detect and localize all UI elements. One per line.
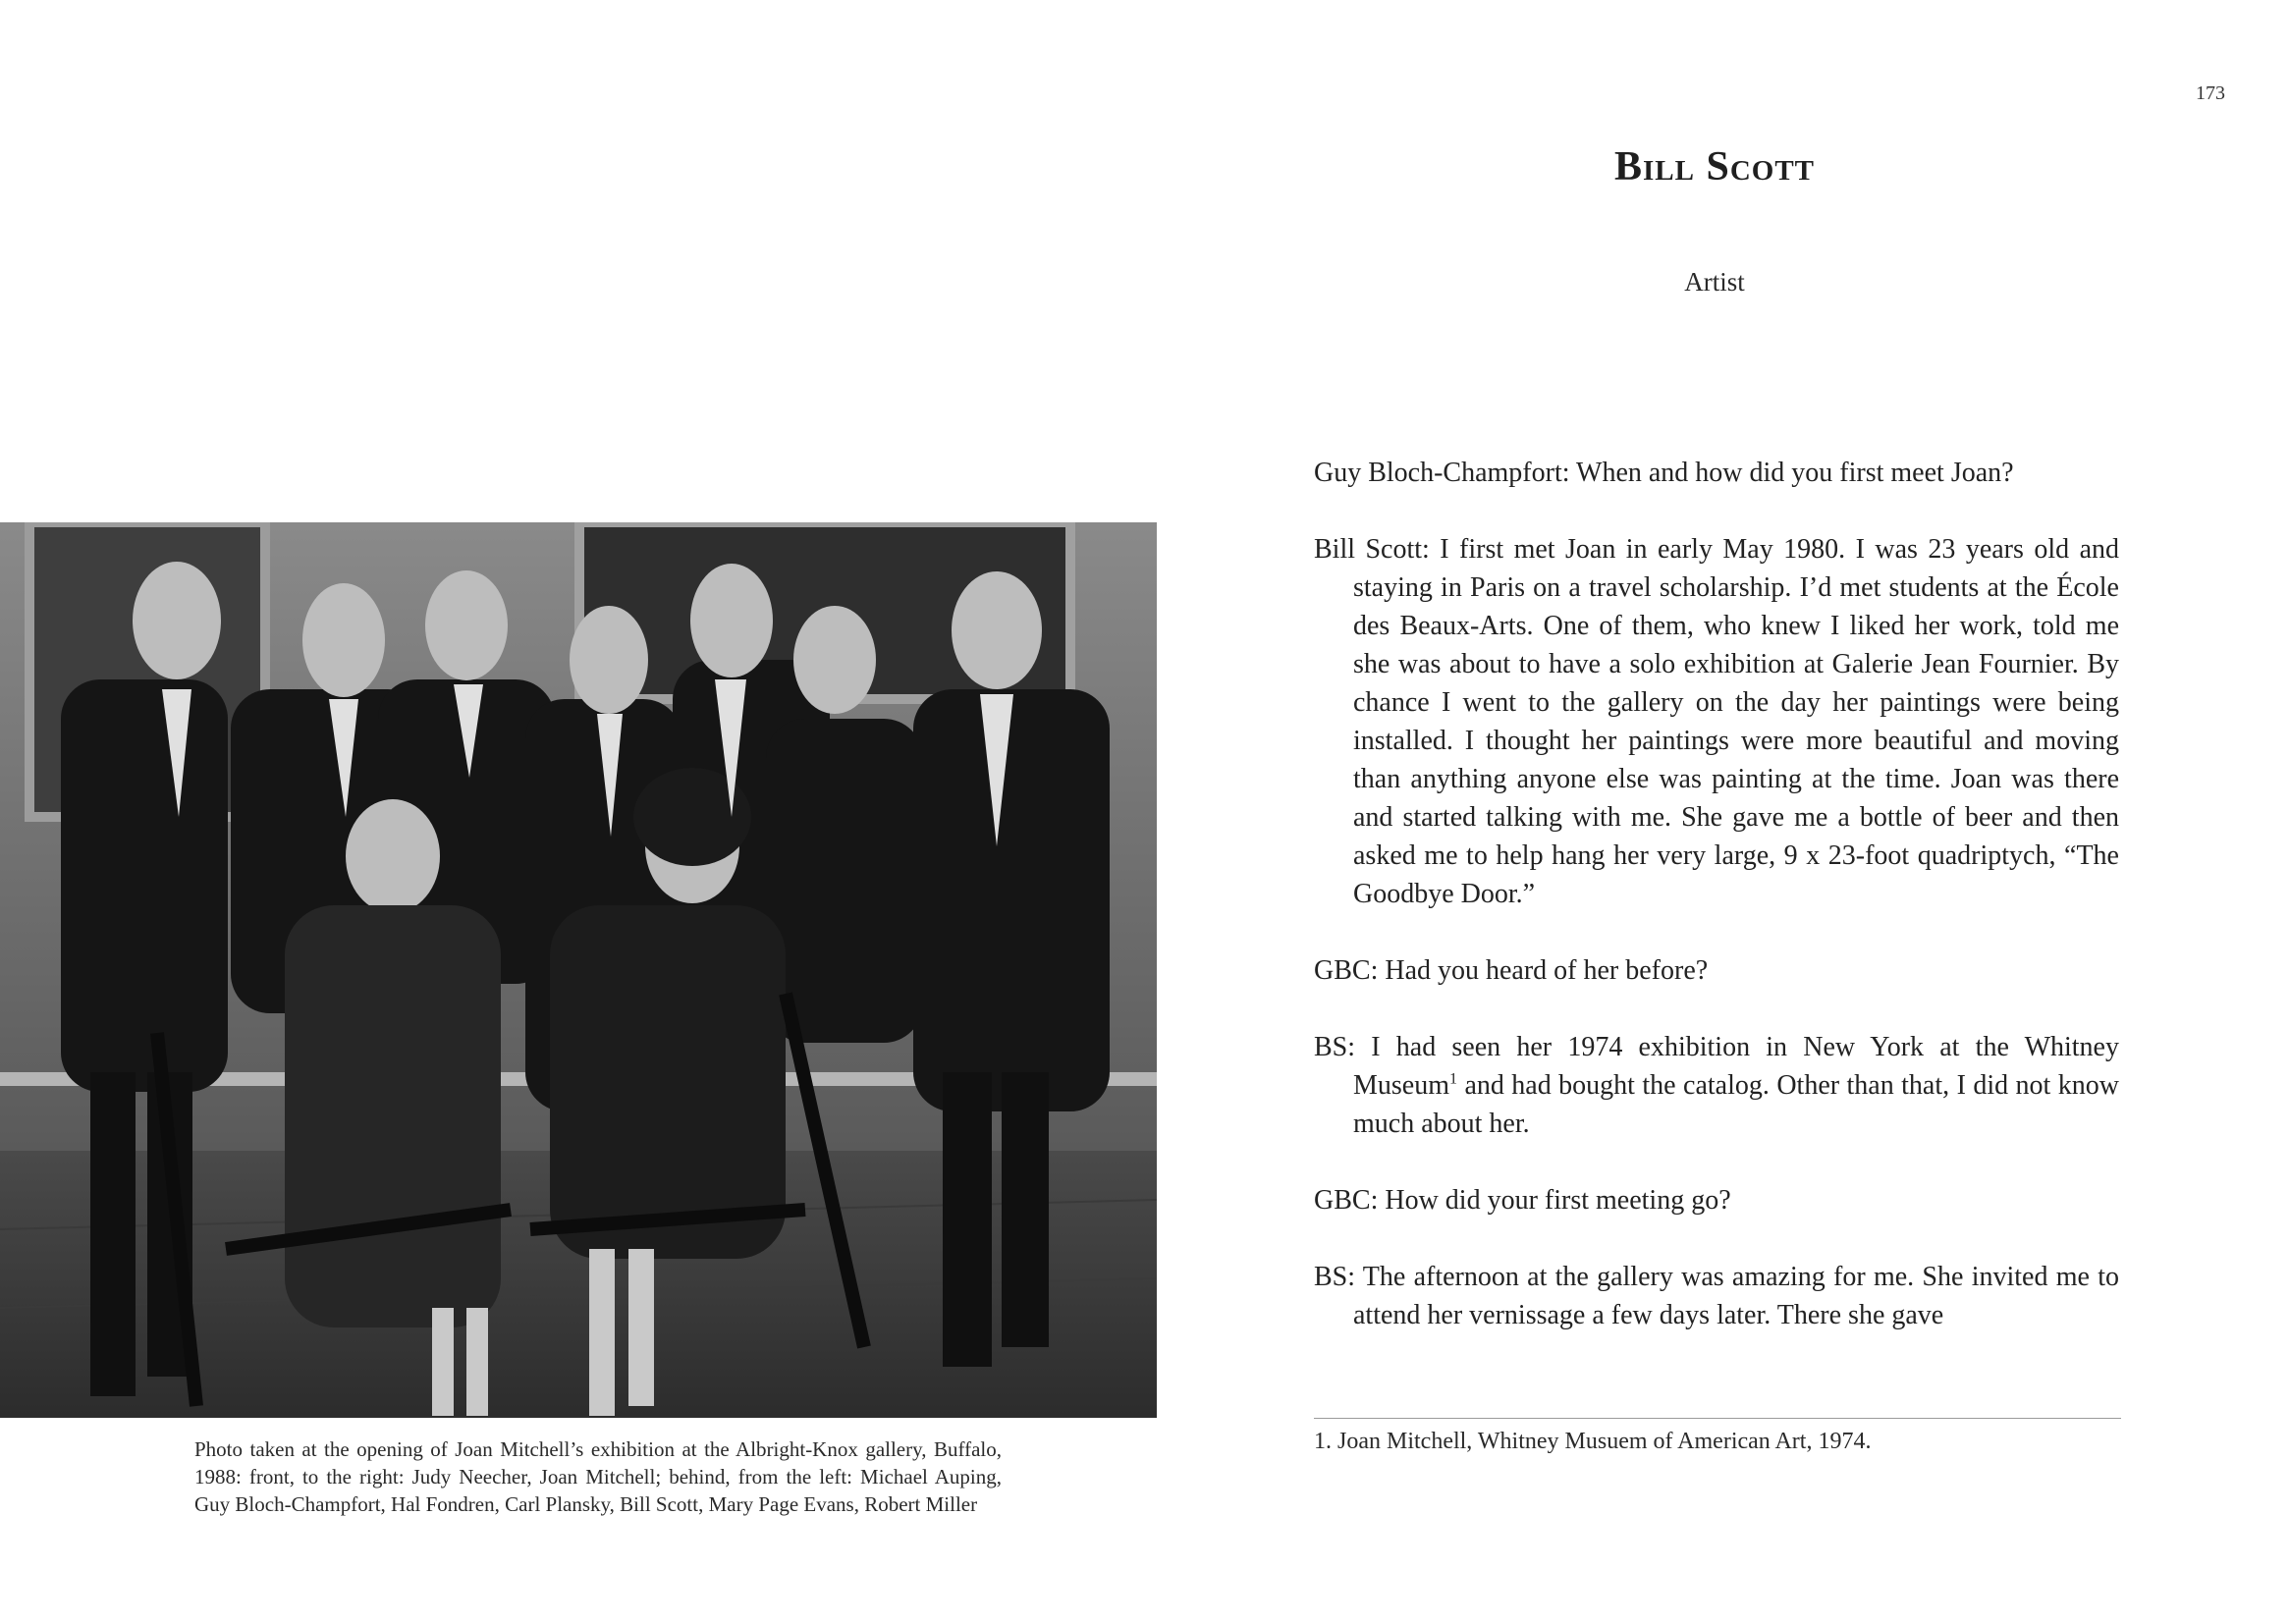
interview-paragraph: Bill Scott: I first met Joan in early May 1980. I was 23 years old and staying in Paris on a travel scholarship. I’d met students at the École des Beaux-Arts. One of them, who knew I liked her work, told me she was about to have a solo exhibition at Galerie Jean Fournier. By chance I went to the gallery on the day her paintings were being installed. I thought her paintings were more beautiful and moving than anything anyone else was painting at the time. Joan was there and started talking with me. She gave me a bottle of beer and then asked me to help hang her very large, 9 x 23-foot quadriptych, “The Goodbye Door.”	[1314, 534, 2119, 909]
group-photo	[0, 522, 1157, 1418]
interview-paragraph: GBC: Had you heard of her before?	[1314, 955, 1709, 986]
interview-text: BS: I had seen her 1974 exhibition in New York at the Whitney Museum	[1314, 1032, 2119, 1101]
footnote-reference[interactable]: 1	[1449, 1070, 1457, 1088]
interview-paragraph: Guy Bloch-Champfort: When and how did you first meet Joan?	[1314, 458, 2014, 488]
interview-paragraph	[1314, 1028, 2119, 1143]
page-title: Bill Scott	[1613, 144, 1816, 189]
group-photo-image	[0, 522, 1157, 1418]
footnote-divider	[1314, 1418, 2121, 1419]
interview-paragraph: GBC: How did your first meeting go?	[1314, 1185, 1731, 1216]
interview-paragraph: BS: The afternoon at the gallery was amazing for me. She invited me to attend her vernissage a few days later. There she gave	[1314, 1262, 2119, 1330]
page-subtitle: Artist	[1684, 267, 1745, 297]
footnote: 1. Joan Mitchell, Whitney Musuem of American Art, 1974.	[1314, 1429, 1872, 1454]
page-number: 173	[2196, 82, 2225, 104]
photo-caption: Photo taken at the opening of Joan Mitchell’s exhibition at the Albright-Knox gallery, Buffalo, 1988: front, to the right: Judy Neecher, Joan Mitchell; behind, from the left: Michael Auping, Guy Bloch-Champfort, Hal Fondren, Carl Plansky, Bill Scott, Mary Page Evans, Robert Miller	[194, 1437, 1002, 1516]
interview-body	[1314, 454, 2119, 1334]
interview-text: and had bought the catalog. Other than that, I did not know much about her.	[1353, 1070, 2119, 1139]
